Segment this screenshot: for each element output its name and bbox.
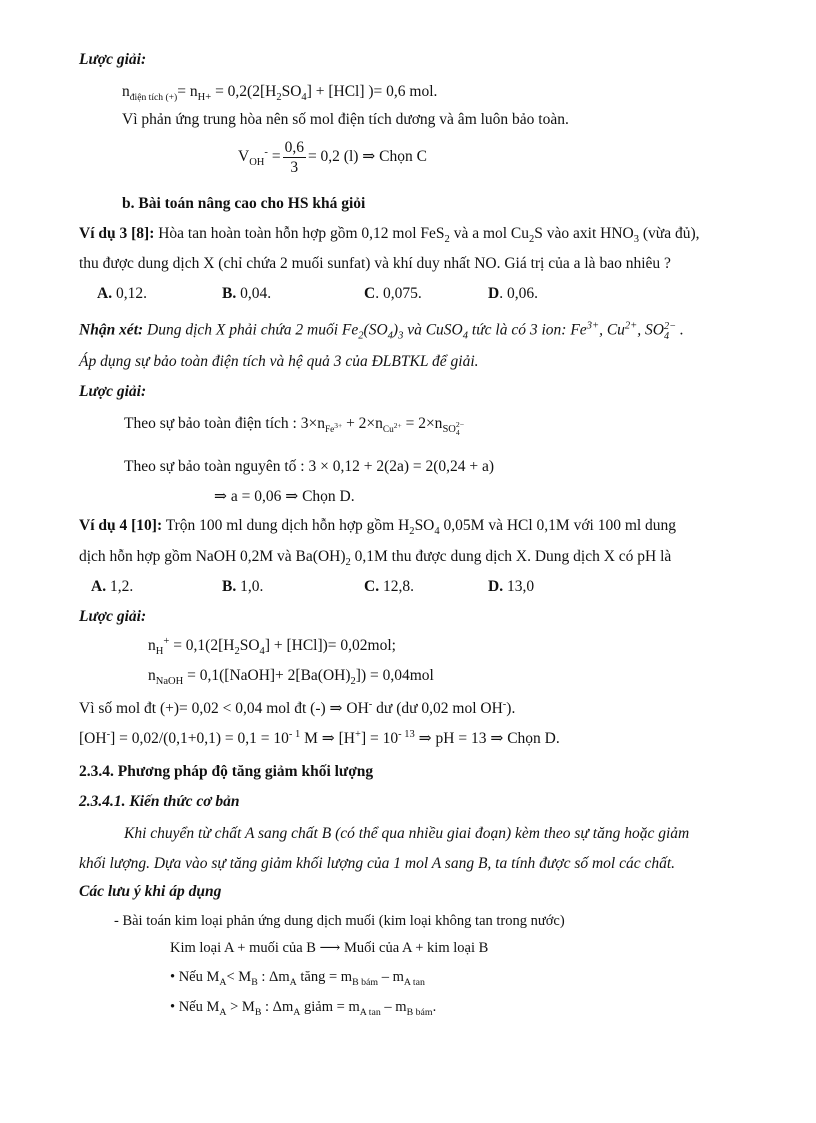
text-part: và a mol Cu — [449, 225, 530, 242]
option-value: 1,2. — [106, 578, 134, 595]
text-part: , SO — [637, 321, 664, 339]
eq-part: = n — [177, 83, 198, 100]
example-4-line-1 — [79, 517, 677, 538]
text-sub: 4 — [434, 526, 440, 538]
mass-increase-rule — [170, 969, 425, 988]
text-part: M ⇒ [H — [300, 730, 355, 747]
remark-line-2: Áp dụng sự bảo toàn điện tích và hệ quả 3 của ĐLBTKL để giải. — [79, 353, 479, 370]
remark-line-1 — [79, 322, 684, 342]
section-heading-b: b. Bài toán nâng cao cho HS khá giỏi — [122, 195, 366, 212]
text-sub: A — [219, 1006, 227, 1018]
text-sup: + — [355, 728, 361, 740]
ion-charge-stack — [664, 322, 676, 342]
text-part: dịch hỗn hợp gồm NaOH 0,2M và Ba(OH) — [79, 548, 346, 565]
text-sub: 4 — [462, 330, 469, 342]
example-4-line-2 — [79, 548, 672, 569]
text-part: , Cu — [599, 321, 625, 339]
charge-mole-equation — [122, 83, 438, 104]
text-part: 0,1M thu được dung dịch X. Dung dịch X có pH là — [350, 548, 672, 565]
option-a — [97, 286, 147, 302]
text-part: – m — [380, 999, 407, 1015]
text-sub: A — [289, 976, 297, 988]
naoh-mole-eq — [148, 667, 434, 688]
text-sup: 3+ — [586, 320, 600, 332]
eq-sub — [382, 421, 402, 436]
volume-equation — [238, 140, 427, 175]
text-sub: 2 — [529, 234, 535, 246]
text-sub: 3 — [633, 234, 640, 246]
metal-salt-problem-note: - Bài toán kim loại phản ứng dung dịch muối (kim loại không tan trong nước) — [114, 913, 565, 929]
eq-sub-sup: 2+ — [393, 421, 402, 430]
text-part: (vừa đủ), — [639, 225, 700, 242]
option-value: . 0,075. — [375, 285, 422, 302]
eq-part: = 0,2(2[H — [211, 83, 277, 100]
section-heading-2-3-4: 2.3.4. Phương pháp độ tăng giảm khối lượng — [79, 763, 374, 780]
eq-part: ] + [HCl] )= 0,6 mol. — [306, 83, 438, 100]
h-plus-mole-eq — [148, 635, 396, 658]
text-part: < M — [226, 969, 252, 985]
text-sub: 2 — [409, 526, 415, 538]
text-part: dư (dư 0,02 mol OH — [372, 700, 503, 717]
option-value: 1,0. — [236, 578, 264, 595]
basic-knowledge-line-2: khối lượng. Dựa vào sự tăng giảm khối lượng của 1 mol A sang B, ta tính được số mol các chất. — [79, 855, 676, 872]
application-notes-heading: Các lưu ý khi áp dụng — [79, 883, 222, 900]
text-sup: - 1 — [288, 728, 301, 740]
text-sup: - — [368, 698, 373, 710]
metal-salt-reaction: Kim loại A + muối của B ⟶ Muối của A + kim loại B — [170, 940, 489, 956]
text-part: Dung dịch X phải chứa 2 muối Fe — [143, 321, 359, 339]
option-letter: A. — [97, 285, 113, 302]
text-sub: B — [251, 976, 258, 988]
eq-part: V — [238, 148, 250, 166]
element-conservation-eq: Theo sự bảo toàn nguyên tố : 3 × 0,12 + 2(2a) = 2(0,24 + a) — [124, 458, 495, 475]
excess-oh-line — [79, 698, 516, 717]
text-part: [OH — [79, 730, 107, 747]
option-letter: D. — [488, 578, 504, 595]
eq-part: SO — [281, 83, 302, 100]
fraction — [283, 140, 306, 175]
text-part: • Nếu M — [170, 999, 220, 1015]
option-a — [91, 579, 133, 595]
text-sub: B — [254, 1006, 262, 1018]
text-part: ] = 0,02/(0,1+0,1) = 0,1 = 10 — [110, 730, 289, 747]
text-sub: A — [219, 976, 227, 988]
option-letter: B. — [222, 578, 237, 595]
eq-part: = 0,1([NaOH]+ 2[Ba(OH) — [183, 667, 351, 684]
eq-sub: H — [155, 646, 164, 658]
eq-sub: OH — [249, 157, 265, 169]
option-c — [364, 286, 422, 302]
text-sub: 3 — [398, 330, 404, 342]
eq-part: n — [148, 667, 156, 684]
stack-sub: 4 — [455, 427, 460, 437]
remark-label: Nhận xét: — [79, 321, 144, 339]
basic-knowledge-line-1: Khi chuyển từ chất A sang chất B (có thể qua nhiều giai đoạn) kèm theo sự tăng hoặc giảm — [124, 825, 690, 842]
option-value: 0,04. — [236, 285, 272, 302]
text-part: Vì số mol đt (+)= 0,02 < 0,04 mol đt (-) ⇒ OH — [79, 700, 369, 717]
eq-sup: - — [264, 146, 268, 158]
text-part: • Nếu M — [170, 969, 220, 985]
eq-part: n — [148, 637, 156, 654]
text-part: > M — [226, 999, 255, 1015]
option-b — [222, 286, 271, 302]
text-sub: B bám — [406, 1006, 433, 1018]
option-d — [488, 579, 534, 595]
text-part: tăng = m — [296, 969, 353, 985]
option-letter: C — [364, 285, 376, 302]
option-letter: B. — [222, 285, 237, 302]
eq-sub: 2 — [234, 646, 240, 658]
eq-sup: + — [163, 635, 170, 647]
text-sub: B bám — [352, 976, 379, 988]
example-label: Ví dụ 4 [10]: — [79, 517, 163, 534]
mass-decrease-rule — [170, 999, 437, 1018]
eq-part: Theo sự bảo toàn điện tích : 3×n — [124, 415, 325, 432]
eq-sub: 2 — [276, 92, 282, 104]
fraction-denominator: 3 — [290, 158, 299, 176]
eq-part: n — [122, 83, 130, 100]
text-part: . — [676, 321, 684, 339]
option-c — [364, 579, 414, 595]
text-sub: A tan — [403, 976, 425, 988]
charge-conservation-eq — [124, 416, 464, 437]
eq-part: SO — [239, 637, 260, 654]
option-d — [488, 286, 538, 302]
eq-sub — [324, 421, 343, 436]
text-part: ⇒ pH = 13 ⇒ Chọn D. — [414, 730, 560, 747]
text-sup: 2+ — [624, 320, 638, 332]
eq-sub: điện tích (+) — [129, 92, 178, 104]
eq-part: = — [267, 148, 281, 166]
text-sub: A tan — [359, 1006, 381, 1018]
subsection-heading-2-3-4-1: 2.3.4.1. Kiến thức cơ bản — [79, 793, 240, 810]
stack-sub: 4 — [663, 331, 670, 343]
stack-sup: 2− — [455, 420, 465, 430]
text-part: . — [432, 999, 437, 1015]
result-line: ⇒ a = 0,06 ⇒ Chọn D. — [214, 488, 355, 505]
eq-sub: 4 — [259, 646, 265, 658]
eq-sub-text: Cu — [382, 425, 394, 436]
text-part: (SO — [363, 321, 388, 339]
eq-part: = 0,1(2[H — [169, 637, 235, 654]
text-part: Hòa tan hoàn toàn hỗn hợp gồm 0,12 mol FeS — [154, 225, 445, 242]
eq-part: ] + [HCl])= 0,02mol; — [264, 637, 396, 654]
eq-sub: 2 — [350, 676, 356, 688]
text-part: SO — [414, 517, 435, 534]
eq-sub: SO — [442, 424, 456, 436]
option-letter: C. — [364, 578, 380, 595]
text-part: : Δm — [261, 999, 294, 1015]
eq-part: = 0,2 (l) ⇒ Chọn C — [307, 148, 427, 166]
solution-heading-2: Lược giải: — [79, 383, 147, 400]
text-part: 0,05M và HCl 0,1M với 100 ml dung — [439, 517, 677, 534]
text-sub: A — [293, 1006, 301, 1018]
text-part: Trộn 100 ml dung dịch hỗn hợp gồm H — [162, 517, 410, 534]
text-part: : Δm — [257, 969, 290, 985]
text-sup: - — [502, 698, 507, 710]
text-part: và CuSO — [403, 321, 463, 339]
text-part: ] = 10 — [360, 730, 399, 747]
text-sup: - — [106, 728, 111, 740]
eq-part: + 2×n — [342, 415, 383, 432]
option-value: 13,0 — [503, 578, 535, 595]
eq-sub-text: Fe — [324, 425, 335, 436]
text-sub: 4 — [387, 330, 393, 342]
example-3-line-2: thu được dung dịch X (chỉ chứa 2 muối sunfat) và khí duy nhất NO. Giá trị của a là bao nhiêu ? — [79, 255, 671, 272]
option-b — [222, 579, 263, 595]
stack-sup: 2− — [663, 321, 676, 332]
ion-charge-stack — [456, 421, 464, 437]
text-sub: 2 — [444, 234, 450, 246]
text-part: tức là có 3 ion: Fe — [468, 321, 587, 339]
text-sub: 2 — [358, 330, 364, 342]
eq-sub: NaOH — [155, 676, 184, 688]
text-part: ). — [506, 700, 516, 717]
option-value: . 0,06. — [499, 285, 538, 302]
neutralization-note: Vì phản ứng trung hòa nên số mol điện tích dương và âm luôn bảo toàn. — [122, 111, 569, 128]
ph-calculation-line — [79, 728, 560, 747]
example-label: Ví dụ 3 [8]: — [79, 225, 155, 242]
text-sub: 2 — [345, 557, 351, 569]
solution-heading-1: Lược giải: — [79, 51, 147, 68]
eq-part: ]) = 0,04mol — [355, 667, 434, 684]
eq-sub: H+ — [197, 92, 212, 104]
option-letter: A. — [91, 578, 107, 595]
example-3-line-1 — [79, 225, 700, 246]
eq-sub-sup: 3+ — [334, 421, 343, 430]
fraction-numerator: 0,6 — [284, 139, 304, 156]
option-value: 0,12. — [112, 285, 147, 302]
option-letter: D — [488, 285, 500, 302]
text-sup: - 13 — [398, 728, 415, 740]
eq-sub: 4 — [301, 92, 307, 104]
text-part: S vào axit HNO — [534, 225, 634, 242]
text-part: ) — [392, 321, 399, 339]
option-value: 12,8. — [379, 578, 414, 595]
eq-part: = 2×n — [401, 415, 443, 432]
solution-heading-3: Lược giải: — [79, 608, 147, 625]
text-part: – m — [378, 969, 404, 985]
text-part: giảm = m — [300, 999, 360, 1015]
